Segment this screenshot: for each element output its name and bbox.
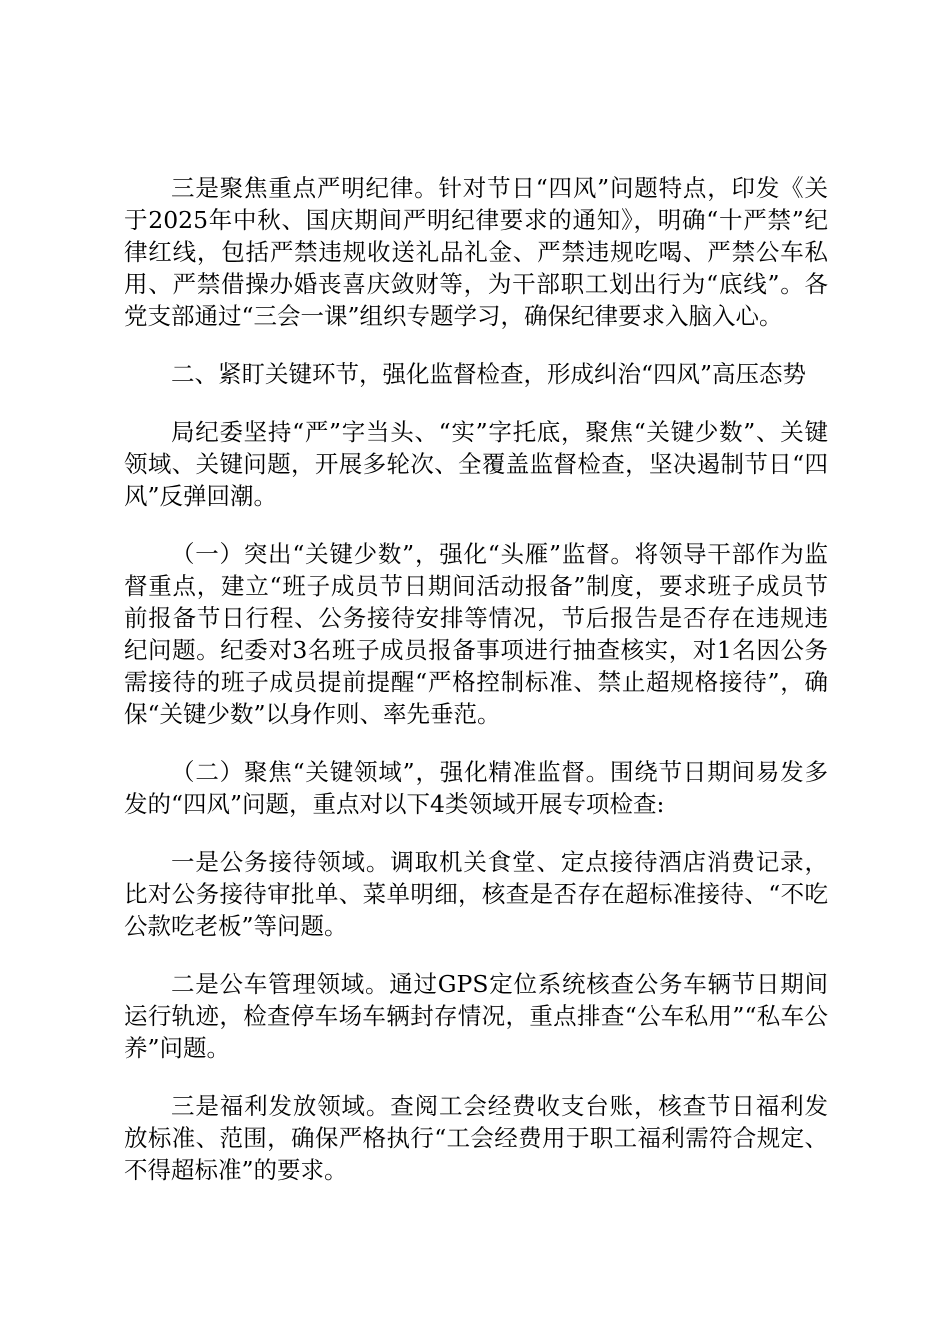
paragraph-key-areas: （二）聚焦“关键领域”，强化精准监督。围绕节日期间易发多发的“四风”问题，重点对以下4类领域开展专项检查: [124,758,828,818]
paragraph-key-minority: （一）突出“关键少数”，强化“头雁”监督。将领导干部作为监督重点，建立“班子成员节日期间活动报备”制度，要求班子成员节前报备节日行程、公务接待安排等情况，节后报告是否存在违规违纪问题。纪委对3名班子成员报备事项进行抽查核实，对1名因公务需接待的班子成员提前提醒“严格控制标准、禁止超规格接待”，确保“关键少数”以身作则、率先垂范。 [124,540,828,728]
document-page [124,172,828,1212]
paragraph-commission-overview: 局纪委坚持“严”字当头、“实”字托底，聚焦“关键少数”、关键领域、关键问题，开展多轮次、全覆盖监督检查，坚决遏制节日“四风”反弹回潮。 [124,418,828,510]
paragraph-official-reception: 一是公务接待领域。调取机关食堂、定点接待酒店消费记录，比对公务接待审批单、菜单明细，核查是否存在超标准接待、“不吃公款吃老板”等问题。 [124,848,828,940]
paragraph-focus-discipline: 三是聚焦重点严明纪律。针对节日“四风”问题特点，印发《关于2025年中秋、国庆期间严明纪律要求的通知》，明确“十严禁”纪律红线，包括严禁违规收送礼品礼金、严禁违规吃喝、严禁公车私用、严禁借操办婚丧喜庆敛财等，为干部职工划出行为“底线”。各党支部通过“三会一课”组织专题学习，确保纪律要求入脑入心。 [124,174,828,330]
section-heading-two: 二、紧盯关键环节，强化监督检查，形成纠治“四风”高压态势 [171,360,807,388]
paragraph-welfare-distribution: 三是福利发放领域。查阅工会经费收支台账，核查节日福利发放标准、范围，确保严格执行“工会经费用于职工福利需符合规定、不得超标准”的要求。 [124,1092,828,1184]
paragraph-vehicle-management: 二是公车管理领域。通过GPS定位系统核查公务车辆节日期间运行轨迹，检查停车场车辆封存情况，重点排查“公车私用”“私车公养”问题。 [124,970,828,1062]
